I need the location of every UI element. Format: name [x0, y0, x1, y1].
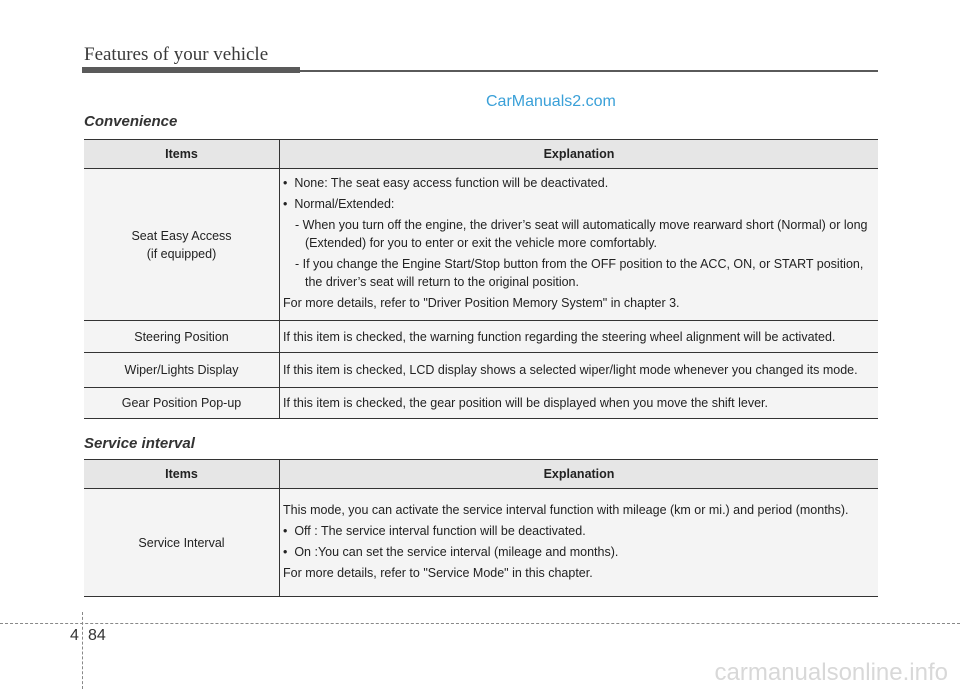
watermark-text: CarManuals2.com	[486, 93, 616, 110]
footer-watermark: carmanualsonline.info	[714, 659, 948, 686]
page-number: 84	[88, 627, 106, 644]
convenience-table	[84, 139, 878, 419]
bullet-item: • None: The seat easy access function will be deactivated.	[283, 174, 874, 192]
explanation-cell	[280, 489, 879, 597]
item-cell	[84, 169, 280, 321]
bullet-item: • On :You can set the service interval (mileage and months).	[283, 543, 874, 561]
column-header-explanation: Explanation	[280, 140, 879, 169]
item-note: (if equipped)	[146, 246, 217, 261]
service-table	[84, 459, 878, 597]
footer-rule	[0, 623, 960, 624]
page-header-title: Features of your vehicle	[84, 44, 269, 65]
explanation-cell	[280, 169, 879, 321]
column-header-explanation: Explanation	[280, 460, 879, 489]
service-section-title: Service interval	[84, 435, 195, 452]
item-cell: Steering Position	[84, 321, 280, 353]
column-header-items: Items	[84, 140, 280, 169]
reference-note: For more details, refer to "Service Mode" in this chapter.	[283, 565, 593, 580]
reference-note: For more details, refer to "Driver Position Memory System" in chapter 3.	[283, 296, 680, 310]
table-header-row	[84, 140, 878, 169]
table-row	[84, 489, 878, 597]
table-header-row	[84, 460, 878, 489]
table-row	[84, 388, 878, 419]
item-name: Seat Easy Access	[131, 228, 232, 243]
intro-text: This mode, you can activate the service interval function with mileage (km or mi.) and period (months).	[283, 502, 849, 517]
convenience-section-title: Convenience	[84, 113, 178, 130]
table-row	[84, 169, 878, 321]
explanation-cell: If this item is checked, LCD display shows a selected wiper/light mode whenever you changed its mode.	[280, 353, 879, 388]
footer-divider	[82, 612, 83, 689]
sub-item: - When you turn off the engine, the driver’s seat will automatically move rearward short (Normal) or long (Extended) for you to enter or exit the vehicle more comfortably.	[295, 218, 868, 250]
table-row	[84, 321, 878, 353]
item-cell: Gear Position Pop-up	[84, 388, 280, 419]
header-rule-thin	[300, 70, 878, 72]
item-cell: Service Interval	[84, 489, 280, 597]
explanation-cell: If this item is checked, the gear position will be displayed when you move the shift lever.	[280, 388, 879, 419]
explanation-cell: If this item is checked, the warning function regarding the steering wheel alignment will be activated.	[280, 321, 879, 353]
chapter-number: 4	[70, 627, 79, 644]
bullet-item: • Normal/Extended:	[283, 195, 874, 213]
sub-item: - If you change the Engine Start/Stop button from the OFF position to the ACC, ON, or START position, the driver’s seat will return to the original position.	[295, 257, 864, 289]
header-rule-thick	[82, 67, 300, 73]
column-header-items: Items	[84, 460, 280, 489]
item-cell: Wiper/Lights Display	[84, 353, 280, 388]
table-row	[84, 353, 878, 388]
bullet-item: • Off : The service interval function will be deactivated.	[283, 522, 874, 540]
